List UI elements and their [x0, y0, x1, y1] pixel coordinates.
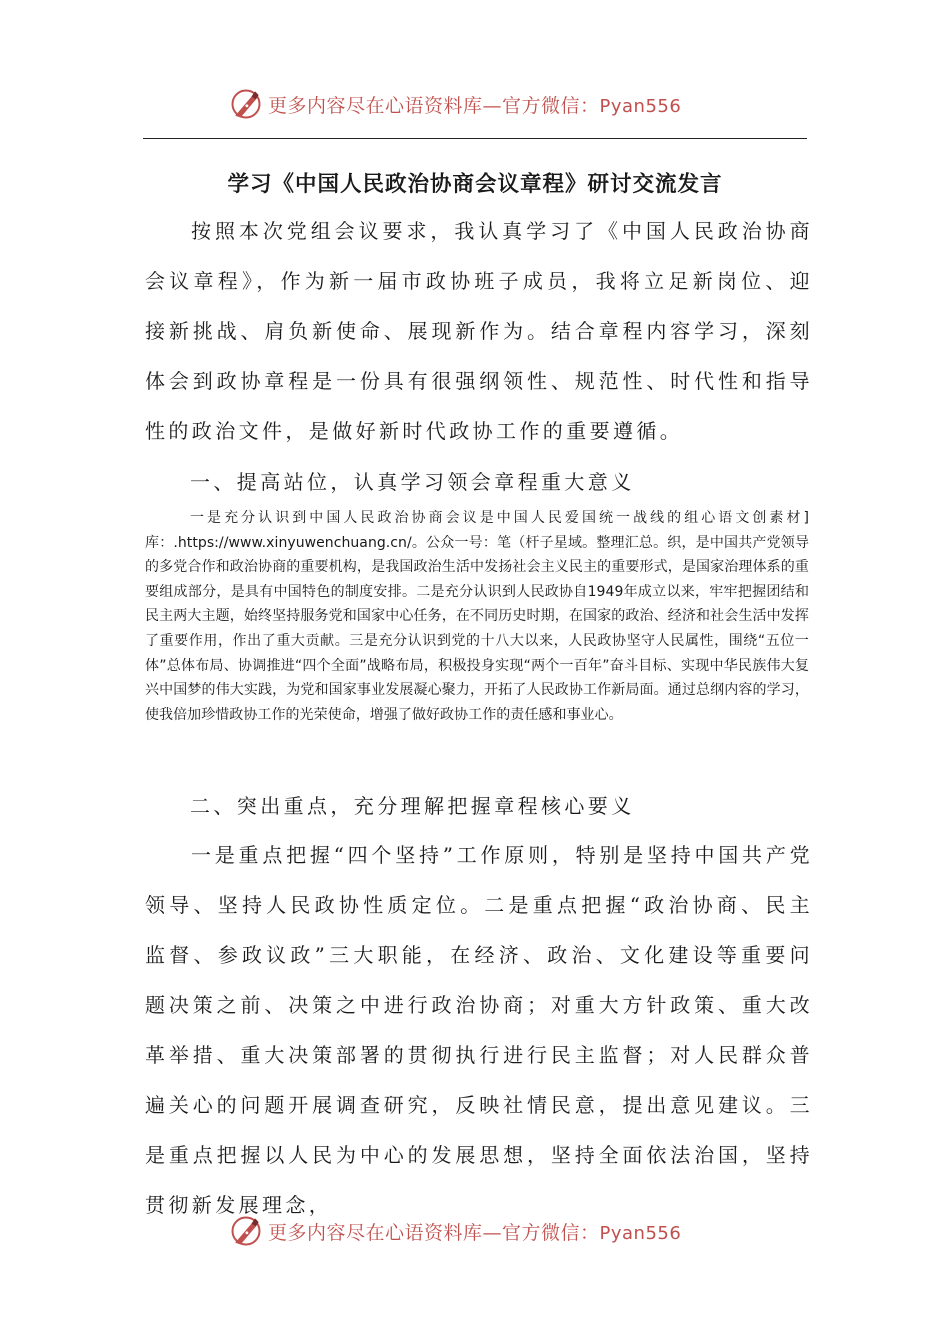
- brand-label: 更多内容尽在心语资料库—官方微信：: [268, 94, 600, 117]
- section-1-body: 一是充分认识到中国人民政治协商会议是中国人民爱国统一战线的组心语文创素材]库：.https://www.xinyuwenchuang.cn/。公众一号：笔（杆子星域。整理汇总。织，是中国共产党领导的多党合作和政治协商的重要机构，是我国政治生活中发扬社会主义民主的重要形式，是国家治理体系的重要组成部分，是具有中国特色的制度安排。二是充分认识到人民政协自1949年成立以来，牢牢把握团结和民主两大主题，始终坚持服务党和国家中心任务，在不同历史时期，在国家的政治、经济和社会生活中发挥了重要作用，作出了重大贡献。三是充分认识到党的十八大以来，人民政协坚守人民属性，围绕“五位一体”总体布局、协调推进“四个全面”战略布局，积极投身实现“两个一百年”奋斗目标、实现中华民族伟大复兴中国梦的伟大实践，为党和国家事业发展凝心聚力，开拓了人民政协工作新局面。通过总纲内容的学习，使我倍加珍惜政协工作的光荣使命，增强了做好政协工作的责任感和事业心。: [145, 510, 809, 723]
- section-2-body: 一是重点把握“四个坚持”工作原则，特别是坚持中国共产党领导、坚持人民政协性质定位。二是重点把握“政治协商、民主监督、参政议政”三大职能，在经济、政治、文化建设等重要问题决策之前、决策之中进行政治协商；对重大方针政策、重大改革举措、重大决策部署的贯彻执行进行民主监督；对人民群众普遍关心的问题开展调查研究，反映社情民意，提出意见建议。三是重点把握以人民为中心的发展思想，坚持全面依法治国，坚持贯彻新发展理念，: [145, 843, 813, 1217]
- wechat-id: Pyan556: [599, 1222, 682, 1244]
- wechat-id: Pyan556: [599, 95, 682, 117]
- brand-label: 更多内容尽在心语资料库—官方微信：: [268, 1221, 600, 1244]
- brand-text: [268, 91, 681, 118]
- section-2-heading: 二、突出重点，充分理解把握章程核心要义: [190, 794, 635, 818]
- document-title: 学习《中国人民政治协商会议章程》研讨交流发言: [227, 172, 723, 197]
- intro-paragraph: 按照本次党组会议要求，我认真学习了《中国人民政治协商会议章程》，作为新一届市政协班子成员，我将立足新岗位、迎接新挑战、肩负新使命、展现新作为。结合章程内容学习，深刻体会到政协章程是一份具有很强纲领性、规范性、时代性和指导性的政治文件，是做好新时代政协工作的重要遵循。: [145, 219, 813, 443]
- brand-text: [268, 1218, 681, 1245]
- footer-watermark: [228, 1211, 728, 1251]
- header-divider: [143, 138, 807, 139]
- section-1-heading: 一、提高站位，认真学习领会章程重大意义: [190, 470, 635, 494]
- pen-nib-icon: [228, 1213, 264, 1249]
- pen-nib-icon: [228, 86, 264, 122]
- header-watermark: [228, 84, 728, 124]
